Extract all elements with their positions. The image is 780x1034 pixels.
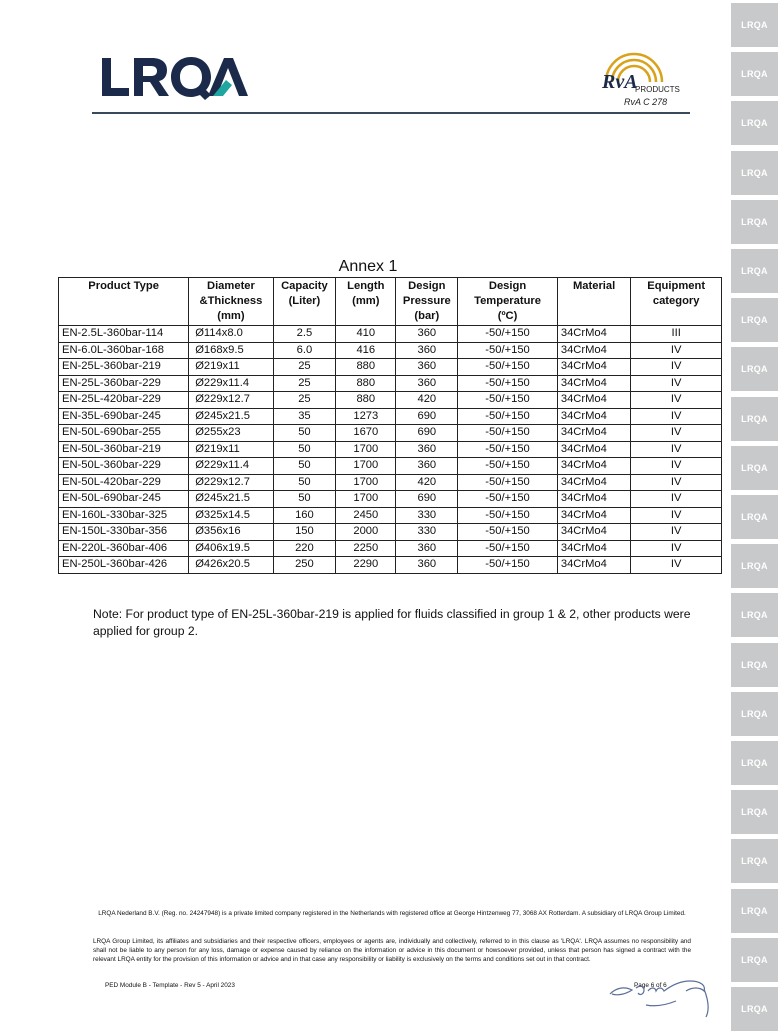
header-divider (92, 112, 690, 114)
product-table-body (59, 326, 722, 574)
table-cell: IV (631, 458, 722, 475)
table-cell: 1700 (336, 441, 396, 458)
table-cell: -50/+150 (458, 474, 558, 491)
sidebar-tab: LRQA (731, 987, 778, 1031)
sidebar-tab: LRQA (731, 298, 778, 342)
table-cell: 34CrMo4 (557, 557, 631, 574)
handwritten-signature (598, 960, 738, 1020)
note-text: Note: For product type of EN-25L-360bar-219 is applied for fluids classified in group 1 & 2, other products were applied for group 2. (93, 607, 691, 638)
table-cell: -50/+150 (458, 441, 558, 458)
table-cell: Ø219x11 (189, 441, 273, 458)
table-cell: Ø114x8.0 (189, 326, 273, 343)
sidebar-tab: LRQA (731, 200, 778, 244)
table-cell: Ø325x14.5 (189, 507, 273, 524)
table-cell: IV (631, 507, 722, 524)
table-cell: EN-150L-330bar-356 (59, 524, 189, 541)
table-column-header (273, 278, 335, 326)
sidebar-tab: LRQA (731, 446, 778, 490)
table-cell: 360 (396, 458, 458, 475)
table-cell: IV (631, 359, 722, 376)
annex-title (0, 258, 780, 276)
table-cell: IV (631, 491, 722, 508)
table-row (59, 326, 722, 343)
table-column-header (631, 278, 722, 326)
table-cell: Ø406x19.5 (189, 540, 273, 557)
column-header-line: Material (572, 280, 616, 292)
table-cell: 360 (396, 441, 458, 458)
table-column-header (557, 278, 631, 326)
product-table (58, 277, 722, 574)
table-cell: 1700 (336, 491, 396, 508)
table-cell: IV (631, 557, 722, 574)
table-cell: 25 (273, 392, 335, 409)
table-cell: 34CrMo4 (557, 375, 631, 392)
table-cell: Ø168x9.5 (189, 342, 273, 359)
table-cell: 250 (273, 557, 335, 574)
table-cell: EN-50L-420bar-229 (59, 474, 189, 491)
table-cell: 360 (396, 342, 458, 359)
table-cell: -50/+150 (458, 375, 558, 392)
sidebar-tab: LRQA (731, 692, 778, 736)
table-cell: 50 (273, 425, 335, 442)
table-cell: -50/+150 (458, 342, 558, 359)
table-cell: 420 (396, 392, 458, 409)
table-cell: 34CrMo4 (557, 491, 631, 508)
sidebar-tab: LRQA (731, 790, 778, 834)
table-cell: 410 (336, 326, 396, 343)
table-cell: EN-25L-360bar-219 (59, 359, 189, 376)
table-row (59, 425, 722, 442)
sidebar-tab: LRQA (731, 544, 778, 588)
table-cell: IV (631, 375, 722, 392)
footer-page-number: Page 6 of 6 (634, 982, 667, 989)
table-cell: EN-25L-360bar-229 (59, 375, 189, 392)
table-cell: 6.0 (273, 342, 335, 359)
column-header-line: Capacity (281, 280, 328, 292)
table-cell: IV (631, 441, 722, 458)
sidebar-tab: LRQA (731, 839, 778, 883)
svg-text:RvA: RvA (602, 71, 638, 93)
table-cell: 360 (396, 375, 458, 392)
table-cell: III (631, 326, 722, 343)
table-cell: 34CrMo4 (557, 540, 631, 557)
sidebar-tab: LRQA (731, 151, 778, 195)
table-cell: 330 (396, 524, 458, 541)
sidebar-tab: LRQA (731, 889, 778, 933)
sidebar-tab: LRQA (731, 249, 778, 293)
column-header-line: (bar) (414, 310, 440, 322)
table-cell: 2000 (336, 524, 396, 541)
table-cell: 25 (273, 375, 335, 392)
table-cell: 880 (336, 392, 396, 409)
column-header-line: Design (408, 280, 446, 292)
sidebar-tab-strip (731, 0, 780, 1034)
table-cell: IV (631, 524, 722, 541)
table-cell: 2.5 (273, 326, 335, 343)
table-cell: 34CrMo4 (557, 408, 631, 425)
table-cell: 50 (273, 458, 335, 475)
footer-disclaimer: LRQA Group Limited, its affiliates and subsidiaries and their respective officers, employees or agents are, individually and collectively, referred to in this clause as 'LRQA'. LRQA assumes no responsibility and shall not be liable to any person for any loss, damage or expense caused by reliance on the information or advice in this document or howsoever provided, unless that person has signed a contract with the relevant LRQA entity for the provision of this information or advice and in that case any responsibility or liability is exclusively on the terms and conditions set out in that contract. (93, 938, 691, 963)
table-cell: 34CrMo4 (557, 524, 631, 541)
table-row (59, 557, 722, 574)
table-cell: Ø245x21.5 (189, 491, 273, 508)
table-cell: -50/+150 (458, 540, 558, 557)
table-cell: 360 (396, 359, 458, 376)
table-row (59, 359, 722, 376)
table-cell: 420 (396, 474, 458, 491)
table-cell: 690 (396, 491, 458, 508)
column-header-line: Pressure (402, 295, 451, 307)
column-header-line: (mm) (217, 310, 245, 322)
table-cell: 2250 (336, 540, 396, 557)
table-cell: IV (631, 474, 722, 491)
column-header-line: Product Type (88, 280, 159, 292)
table-column-header (189, 278, 273, 326)
sidebar-tab: LRQA (731, 3, 778, 47)
table-row (59, 474, 722, 491)
table-cell: -50/+150 (458, 392, 558, 409)
table-row (59, 507, 722, 524)
table-cell: EN-6.0L-360bar-168 (59, 342, 189, 359)
sidebar-tab: LRQA (731, 495, 778, 539)
sidebar-tab: LRQA (731, 347, 778, 391)
table-row (59, 441, 722, 458)
table-cell: 34CrMo4 (557, 507, 631, 524)
table-cell: 1670 (336, 425, 396, 442)
column-header-line: Equipment (647, 280, 706, 292)
table-cell: 880 (336, 359, 396, 376)
column-header-line: (Liter) (288, 295, 321, 307)
table-cell: 34CrMo4 (557, 342, 631, 359)
table-row (59, 458, 722, 475)
column-header-line: Design (488, 280, 527, 292)
table-cell: IV (631, 425, 722, 442)
table-cell: Ø219x11 (189, 359, 273, 376)
table-cell: 360 (396, 540, 458, 557)
sidebar-tab: LRQA (731, 741, 778, 785)
column-header-line: (ºC) (497, 310, 518, 322)
table-cell: 50 (273, 474, 335, 491)
column-header-line: &Thickness (199, 295, 263, 307)
table-column-header (458, 278, 558, 326)
table-cell: 880 (336, 375, 396, 392)
table-cell: EN-50L-690bar-245 (59, 491, 189, 508)
table-cell: IV (631, 392, 722, 409)
sidebar-tab: LRQA (731, 593, 778, 637)
annex-title-text: Annex 1 (338, 258, 398, 275)
table-cell: 34CrMo4 (557, 359, 631, 376)
table-cell: 1273 (336, 408, 396, 425)
table-cell: 1700 (336, 458, 396, 475)
table-cell: 34CrMo4 (557, 326, 631, 343)
table-cell: -50/+150 (458, 408, 558, 425)
table-cell: 50 (273, 491, 335, 508)
table-cell: 330 (396, 507, 458, 524)
rva-code-label: RvA C 278 (624, 97, 668, 107)
sidebar-tab: LRQA (731, 101, 778, 145)
footer-template-version: PED Module B - Template - Rev 5 - April 2023 (105, 982, 235, 989)
table-cell: EN-25L-420bar-229 (59, 392, 189, 409)
table-cell: 34CrMo4 (557, 441, 631, 458)
table-cell: 2290 (336, 557, 396, 574)
table-cell: Ø229x12.7 (189, 392, 273, 409)
table-cell: 416 (336, 342, 396, 359)
column-header-line: Length (347, 280, 385, 292)
table-cell: Ø229x11.4 (189, 375, 273, 392)
table-cell: EN-250L-360bar-426 (59, 557, 189, 574)
table-cell: Ø229x11.4 (189, 458, 273, 475)
table-cell: 2450 (336, 507, 396, 524)
table-row (59, 375, 722, 392)
table-cell: 360 (396, 326, 458, 343)
table-cell: EN-160L-330bar-325 (59, 507, 189, 524)
column-header-line: category (652, 295, 700, 307)
table-cell: 150 (273, 524, 335, 541)
table-cell: 360 (396, 557, 458, 574)
table-cell: EN-50L-690bar-255 (59, 425, 189, 442)
table-cell: 34CrMo4 (557, 425, 631, 442)
table-cell: -50/+150 (458, 507, 558, 524)
table-cell: 50 (273, 441, 335, 458)
table-cell: EN-50L-360bar-229 (59, 458, 189, 475)
product-table-head (59, 278, 722, 326)
table-column-header (396, 278, 458, 326)
lrqa-logo (100, 54, 250, 100)
table-row (59, 524, 722, 541)
table-row (59, 408, 722, 425)
table-cell: EN-2.5L-360bar-114 (59, 326, 189, 343)
table-header-row (59, 278, 722, 326)
column-header-line: (mm) (352, 295, 380, 307)
table-cell: -50/+150 (458, 524, 558, 541)
table-cell: EN-35L-690bar-245 (59, 408, 189, 425)
table-column-header (59, 278, 189, 326)
table-cell: 34CrMo4 (557, 474, 631, 491)
table-cell: EN-220L-360bar-406 (59, 540, 189, 557)
sidebar-tab: LRQA (731, 397, 778, 441)
table-cell: -50/+150 (458, 458, 558, 475)
column-header-line: Diameter (206, 280, 255, 292)
table-cell: Ø229x12.7 (189, 474, 273, 491)
sidebar-tab: LRQA (731, 643, 778, 687)
column-header-line: Temperature (474, 295, 542, 307)
table-cell: EN-50L-360bar-219 (59, 441, 189, 458)
table-cell: IV (631, 408, 722, 425)
table-cell: -50/+150 (458, 557, 558, 574)
table-column-header (336, 278, 396, 326)
table-cell: 1700 (336, 474, 396, 491)
table-row (59, 491, 722, 508)
table-cell: Ø255x23 (189, 425, 273, 442)
table-cell: Ø426x20.5 (189, 557, 273, 574)
table-cell: 160 (273, 507, 335, 524)
table-cell: 25 (273, 359, 335, 376)
table-cell: 220 (273, 540, 335, 557)
table-cell: -50/+150 (458, 326, 558, 343)
table-cell: 35 (273, 408, 335, 425)
sidebar-tab: LRQA (731, 52, 778, 96)
rva-products-label: PRODUCTS (635, 85, 680, 94)
table-row (59, 392, 722, 409)
table-cell: IV (631, 342, 722, 359)
table-cell: -50/+150 (458, 359, 558, 376)
table-row (59, 540, 722, 557)
table-cell: Ø245x21.5 (189, 408, 273, 425)
sidebar-tab: LRQA (731, 938, 778, 982)
table-row (59, 342, 722, 359)
footer-registration: LRQA Nederland B.V. (Reg. no. 24247948) is a private limited company registered in the Netherlands with registered office at George Hintzenweg 77, 3068 AX Rotterdam. A subsidiary of LRQA Group Limited. (98, 910, 686, 917)
table-cell: 690 (396, 408, 458, 425)
table-cell: 34CrMo4 (557, 392, 631, 409)
table-cell: Ø356x16 (189, 524, 273, 541)
table-cell: 34CrMo4 (557, 458, 631, 475)
table-cell: -50/+150 (458, 425, 558, 442)
table-cell: IV (631, 540, 722, 557)
table-cell: -50/+150 (458, 491, 558, 508)
table-cell: 690 (396, 425, 458, 442)
